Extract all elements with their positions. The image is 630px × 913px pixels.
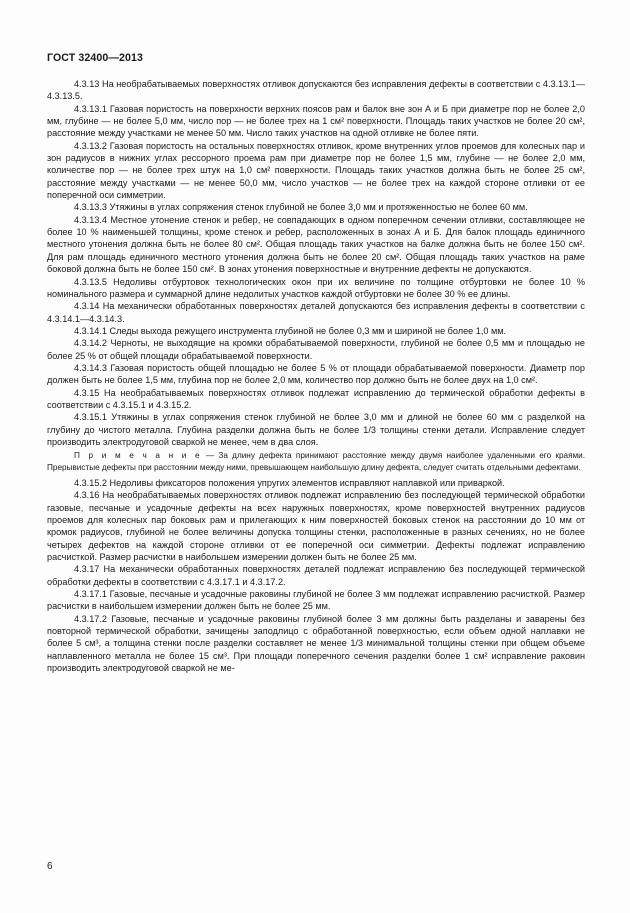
paragraph: 4.3.13.4 Местное утонение стенок и ребер, не совпадающих в одном поперечном сечении отливки, составляющее не более 10 % наименьшей толщины, кроме стенок и ребер, расположенных в зонах А и Б. Для балок площадь единичного местного утонения должна быть не более 80 см². Общая площадь таких участков на балке должна быть не более 150 см². Для рам площадь единичного местного утонения должна быть не более 20 см². Общая площадь таких участков на раме боковой должна быть не более 150 см². В зонах утонения поверхностные и внутренние дефекты не допускаются. [47,214,585,275]
paragraph: 4.3.14 На механически обработанных поверхностях деталей допускаются без исправления дефекты в соответствии с 4.3.14.1—4.3.14.3. [47,301,585,324]
paragraph: 4.3.15.1 Утяжины в углах сопряжения стенок глубиной не более 3,0 мм и длиной не более 60 мм с разделкой на глубину до чистого металла. Глубина разделки должна быть не более 1/3 толщины стенки детали. Исправление следует производить электродуговой сваркой не менее, чем в два слоя. [47,412,585,447]
paragraph: 4.3.16 На необрабатываемых поверхностях отливок подлежат исправлению без последующей термической обработки газовые, песчаные и усадочные дефекты на всех наружных поверхностях, кроме поверхностей внутренних радиусов проемов для колесных пар боковых рам и прилегающих к ним поверхностей боковых стенок на расстоянии до 10 мм от кромок радиусов, глубиной не более величины допуска толщины стенки, расположенные в разных сечениях, но не более четырех дефектов на каждой стороне отливки от ее поперечной оси симметрии. Дефекты подлежат исправлению расчисткой. Размер расчистки в наибольшем измерении должен быть не более 25 мм. [47,490,585,562]
note-label: П р и м е ч а н и е [74,451,202,461]
paragraph: 4.3.15 На необрабатываемых поверхностях отливок подлежат исправлению до термической обработки дефекты в соответствии с 4.3.15.1 и 4.3.15.2. [47,387,585,410]
paragraph: 4.3.14.2 Черноты, не выходящие на кромки обрабатываемой поверхности, глубиной не более 0,5 мм и площадью не более 25 % от общей площади обрабатываемой поверхности. [47,338,585,361]
paragraph: 4.3.17.2 Газовые, песчаные и усадочные раковины глубиной более 3 мм должны быть разделаны и заварены без повторной термической обработки, зачищены заподлицо с обработанной поверхностью, если объем одной наплавки не более 5 см³, а толщина стенки после разделки составляет не менее 1/3 минимальной толщины стенки при общем объеме наплавленного металла не более 15 см³. При площади поперечного сечения разделки более 1 см² исправление раковин производить электродуговой сваркой не ме- [47,613,585,674]
paragraph: 4.3.13.3 Утяжины в углах сопряжения стенок глубиной не более 3,0 мм и протяженностью не более 60 мм. [74,202,528,213]
paragraph: 4.3.13.1 Газовая пористость на поверхности верхних поясов рам и балок вне зон А и Б при диаметре пор не более 2,0 мм, глубине — не более 5,0 мм, число пор — не более трех на 1 см² поверхности. Площадь таких участков не более 20 см², расстояние между участками не менее 50 мм. Число таких участков на одной отливке не более пяти. [47,103,585,139]
document-header: ГОСТ 32400—2013 [47,52,144,64]
note [47,450,585,473]
paragraph: 4.3.13.5 Недоливы отбуртовок технологических окон при их величине по толщине отбуртовки не более 10 % номинального размера и суммарной длине недолитых участков каждой отбуртовки не более 30 % ее длины. [47,276,585,299]
paragraph: 4.3.17.1 Газовые, песчаные и усадочные раковины глубиной не более 3 мм подлежат исправлению расчисткой. Размер расчистки в наибольшем измерении должен быть не более 25 мм. [47,589,585,612]
paragraph: 4.3.13.2 Газовая пористость на остальных поверхностях отливок, кроме внутренних углов проемов для колесных пар и зон радиусов в нижних углах рессорного проема рам при диаметре пор не более 1,5 мм, глубине — не более 2,0 мм, количестве пор — не более трех штук на 1,0 см² поверхности. Площадь таких участков должна быть не более 25 см², расстояние между участками — не менее 50,0 мм, число участков — не более трех на каждой стороне отливки от ее поперечной оси симметрии. [47,140,585,201]
document-body [47,78,585,674]
paragraph: 4.3.13 На необрабатываемых поверхностях отливок допускаются без исправления дефекты в соответствии с 4.3.13.1—4.3.13.5. [47,79,585,102]
page-number: 6 [47,861,53,872]
note-text: — За длину дефекта принимают расстояние между двумя наиболее удаленными его краями. Прерывистые дефекты при расстоянии между ними, превышающем наибольшую длину дефекта, следует считать отдельными дефектами. [47,451,585,472]
paragraph: 4.3.14.3 Газовая пористость общей площадью не более 5 % от площади обрабатываемой поверхности. Диаметр пор должен быть не более 1,5 мм, глубина пор не более 2,0 мм, количество пор должно быть не более двух на 1,0 см². [47,362,585,386]
paragraph: 4.3.15.2 Недоливы фиксаторов положения упругих элементов исправляют наплавкой или приваркой. [74,477,505,488]
paragraph: 4.3.14.1 Следы выхода режущего инструмента глубиной не более 0,3 мм и шириной не более 1,0 мм. [74,325,507,336]
paragraph: 4.3.17 На механически обработанных поверхностях деталей подлежат исправлению без последующей термической обработки дефекты в соответствии с 4.3.17.1 и 4.3.17.2. [47,564,585,587]
